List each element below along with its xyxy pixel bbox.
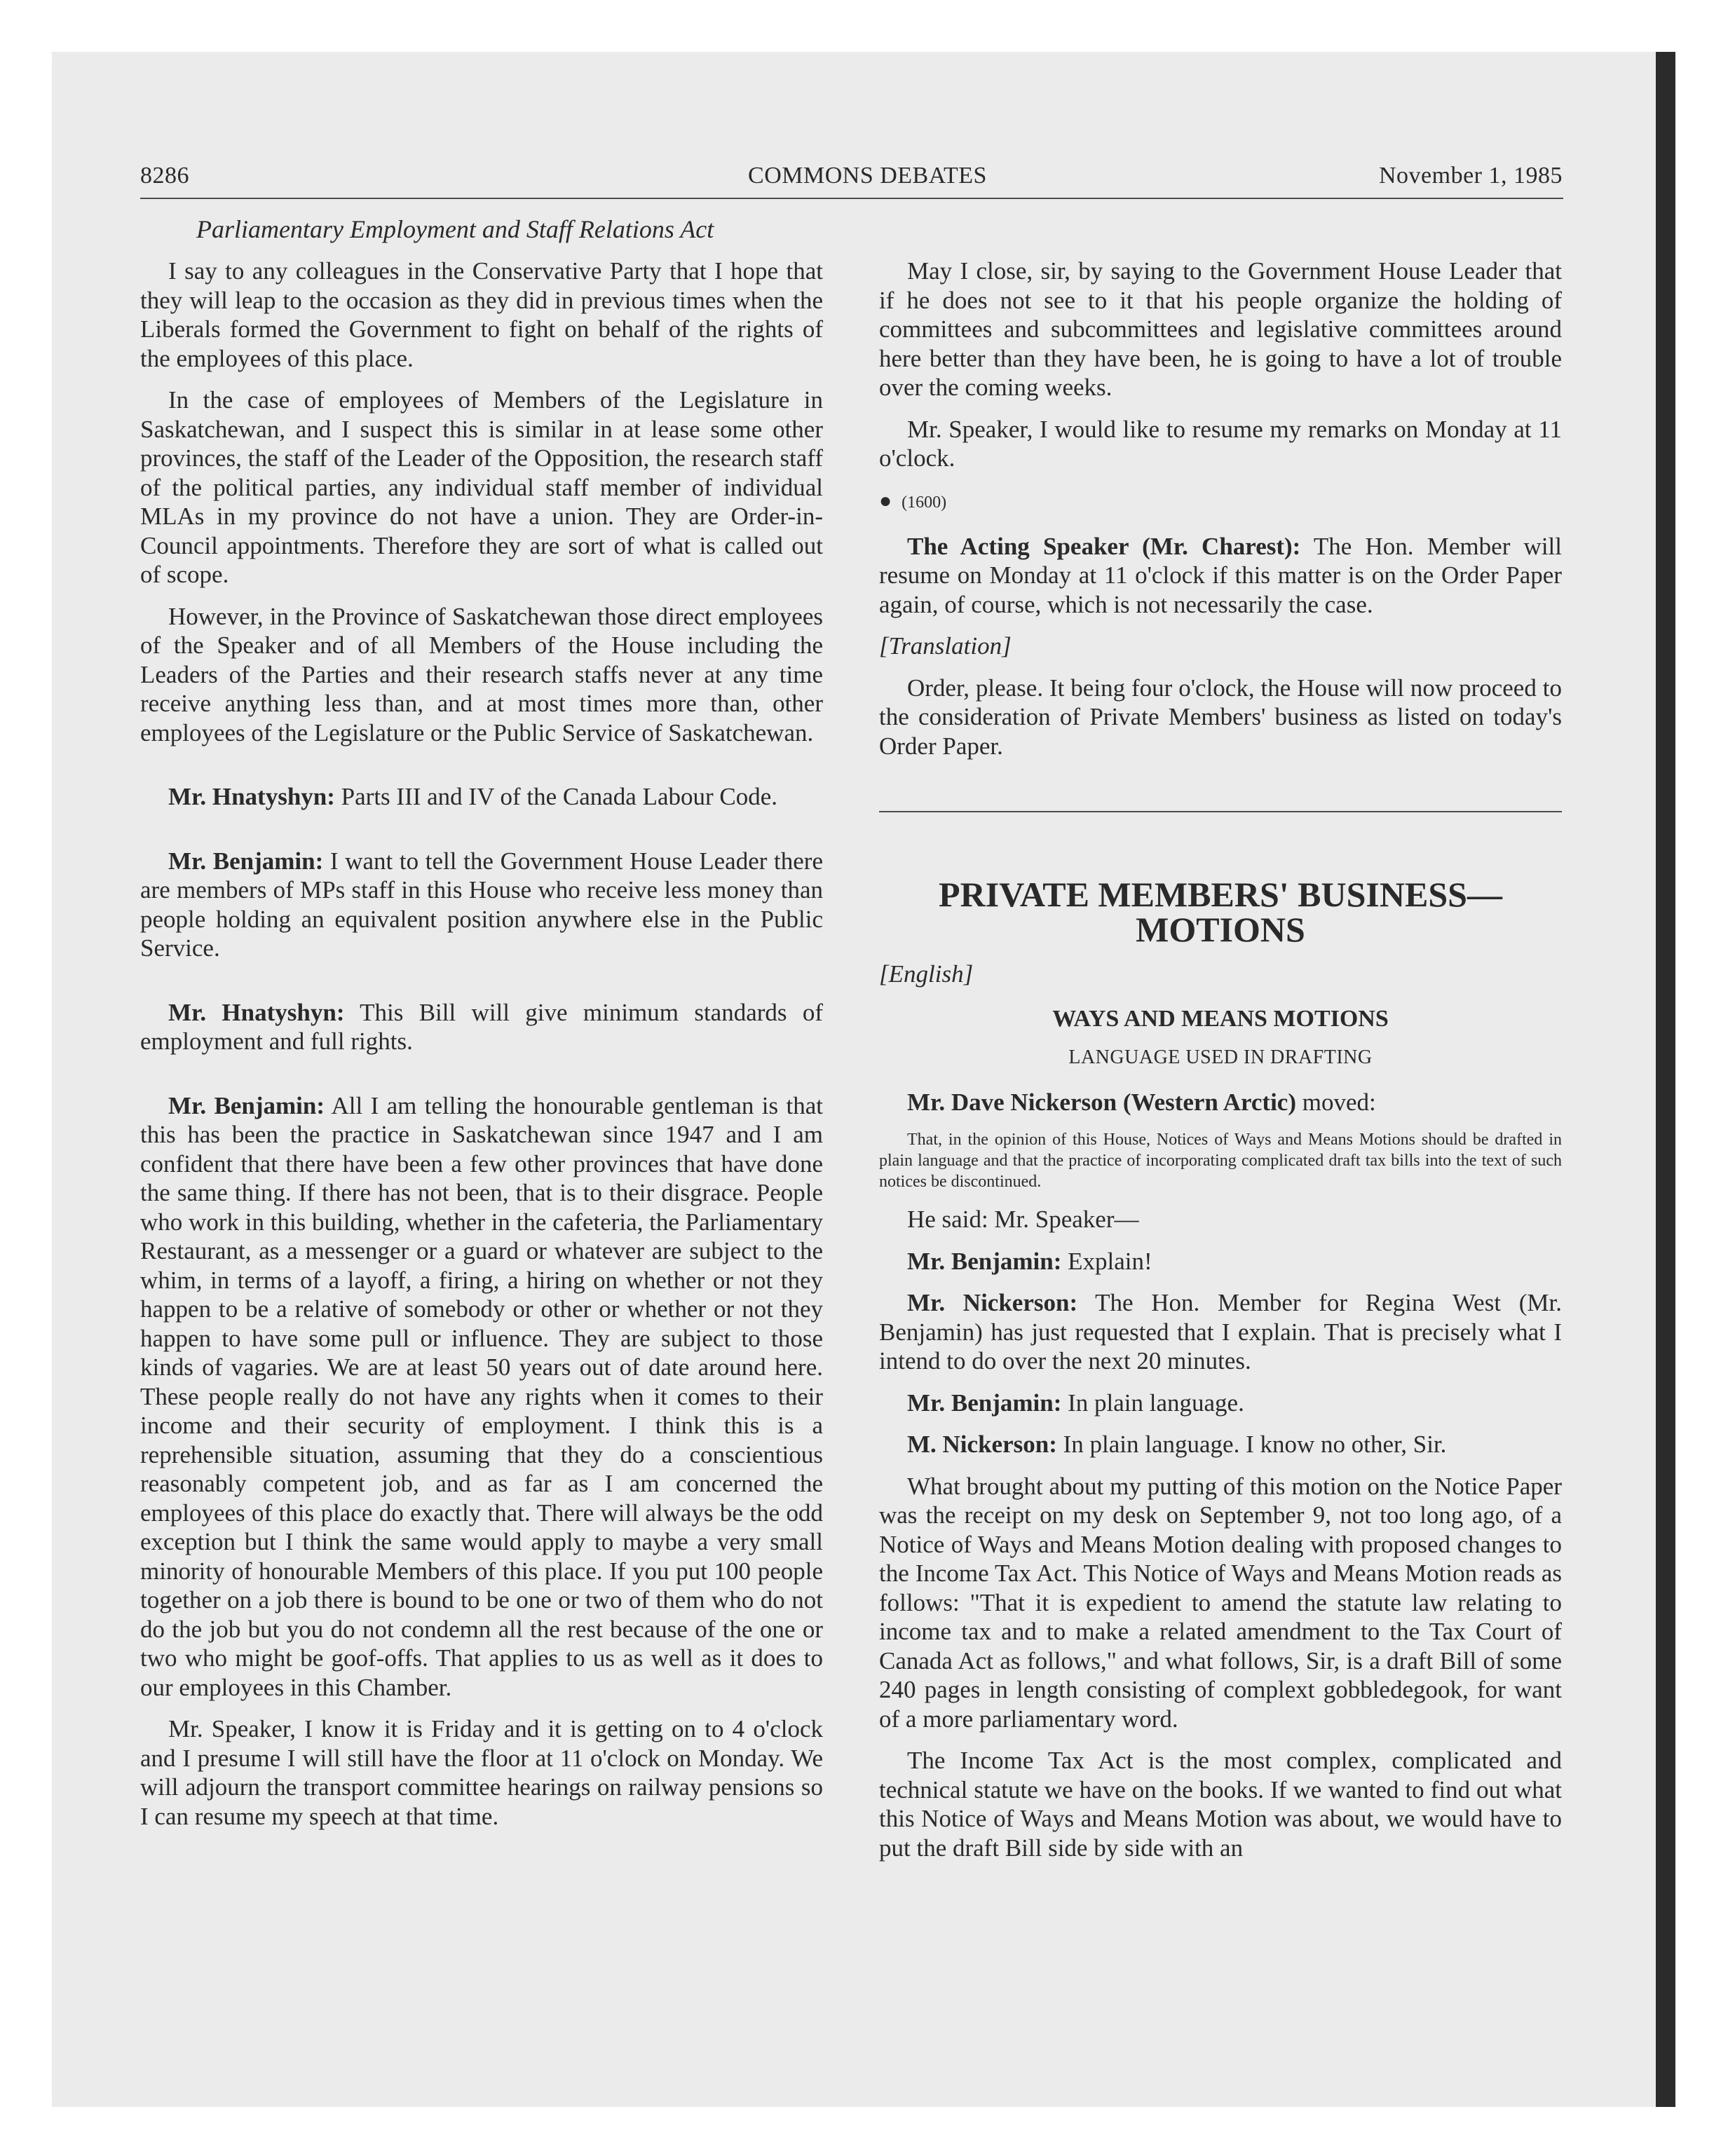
speech-hnatyshyn <box>140 782 823 812</box>
speech-text: All I am telling the honourable gentleman is that this has been the practice in Saskatchewan since 1947 and I am confident that there have been a few other provinces that have done the same thing. If there has not been, that is to their disgrace. People who work in this building, whether in the cafeteria, the Parliamentary Restaurant, as a messenger or a guard or whatever are subject to the whim, in terms of a layoff, a firing, a hiring on whether or not they happen to be a relative of somebody or other or whether or not they happen to have some pull or influence. They are subject to those kinds of vagaries. We are at least 50 years out of date around here. These people really do not have any rights when it comes to their income and their security of employment. I think this is a reprehensible situation, assuming that they do a conscientious reasonably competent job, and as far as I am concerned the employees of this place do exactly that. There will always be the odd exception but I think the same would apply to maybe a very small minority of honourable Members of this place. If you put 100 people together on a job there is bound to be one or two of them who do not do the job but you do not condemn all the rest because of the one or two who might be goof-offs. That applies to us as well as it does to our employees in this Chamber. <box>140 1091 824 1701</box>
binding-edge <box>1656 52 1675 2107</box>
speech-text: The Hon. Member for Regina West (Mr. Benjamin) has just requested that I explain. That is precisely what I intend to do over the next 20 minutes. <box>879 1289 1562 1374</box>
section-rule <box>879 811 1562 812</box>
paragraph: Mr. Speaker, I would like to resume my remarks on Monday at 11 o'clock. <box>879 415 1562 472</box>
speech-nickerson <box>879 1288 1562 1376</box>
speaker-name: The Acting Speaker (Mr. Charest): <box>907 532 1301 560</box>
paragraph: In the case of employees of Members of the Legislature in Saskatchewan, and I suspect this is similar in at lease some other provinces, the staff of the Leader of the Opposition, the research staff of the political parties, any individual staff member of individual MLAs in my province do not have a union. They are Order-in-Council appointments. Therefore they are sort of what is called out of scope. <box>140 386 823 588</box>
subsection-heading: WAYS AND MEANS MOTIONS <box>1052 1005 1389 1032</box>
speech-benjamin <box>879 1247 1562 1276</box>
speech-acting-speaker <box>879 532 1562 620</box>
act-title: Parliamentary Employment and Staff Relations Act <box>196 215 714 243</box>
motion-text: That, in the opinion of this House, Notices of Ways and Means Motions should be drafted in plain language and that the practice of incorporating complicated draft tax bills into the text of such notices be discontinued. <box>879 1131 1562 1191</box>
speech-text: This Bill will give minimum standards of employment and full rights. <box>140 998 823 1055</box>
page-number: 8286 <box>140 163 189 189</box>
speaker-name: Mr. Benjamin: <box>907 1247 1062 1275</box>
paragraph: Order, please. It being four o'clock, the House will now proceed to the consideration of Private Members' business as listed on today's Order Paper. <box>879 674 1562 760</box>
speaker-name: Mr. Dave Nickerson (Western Arctic) <box>907 1088 1296 1116</box>
section-heading-line: PRIVATE MEMBERS' BUSINESS— <box>939 875 1502 914</box>
english-label: [English] <box>879 960 974 988</box>
page-date: November 1, 1985 <box>1378 163 1563 189</box>
section-heading-line: MOTIONS <box>1136 910 1305 949</box>
topic-heading: LANGUAGE USED IN DRAFTING <box>1068 1046 1373 1068</box>
speaker-name: Mr. Hnatyshyn: <box>168 783 335 810</box>
time-marker-text: (1600) <box>901 493 947 512</box>
paragraph: Mr. Speaker, I know it is Friday and it is getting on to 4 o'clock and I presume I will still have the floor at 11 o'clock on Monday. We will adjourn the transport committee hearings on railway pensions so I can resume my speech at that time. <box>140 1715 823 1830</box>
speaker-name: Mr. Benjamin: <box>168 1091 325 1119</box>
paragraph: May I close, sir, by saying to the Government House Leader that if he does not see to it that his people organize the holding of committees and subcommittees and legislative committees around here better than they have been, he is going to have a lot of trouble over the coming weeks. <box>879 257 1562 401</box>
header-rule <box>140 198 1563 199</box>
speech-text: Parts III and IV of the Canada Labour Code. <box>334 783 778 810</box>
speaker-name: Mr. Benjamin: <box>168 847 324 875</box>
speech-benjamin <box>140 1091 823 1703</box>
speech-nickerson <box>879 1430 1562 1459</box>
paragraph: What brought about my putting of this motion on the Notice Paper was the receipt on my desk on September 9, not too long ago, of a Notice of Ways and Means Motion dealing with proposed changes to the Income Tax Act. This Notice of Ways and Means Motion reads as follows: "That it is expedient to amend the statute law relating to income tax and to make a related amendment to the Tax Court of Canada Act as follows," and what follows, Sir, is a draft Bill of some 240 pages in length consisting of complext gobbledegook, for want of a more parliamentary word. <box>879 1472 1562 1733</box>
paragraph: The Income Tax Act is the most complex, complicated and technical statute we have on the books. If we wanted to find out what this Notice of Ways and Means Motion was about, we would have to put the draft Bill side by side with an <box>879 1747 1562 1862</box>
speech-text: In plain language. <box>1061 1389 1244 1417</box>
section-heading <box>879 877 1562 947</box>
speech-text: I want to tell the Government House Leader there are members of MPs staff in this House who receive less money than people holding an equivalent position anywhere else in the Public Service. <box>140 847 823 962</box>
left-column <box>140 257 823 1843</box>
speech-text: The Hon. Member will resume on Monday at 11 o'clock if this matter is on the Order Paper again, of course, which is not necessarily the case. <box>879 532 1563 618</box>
speaker-name: M. Nickerson: <box>907 1431 1057 1458</box>
speech-benjamin <box>879 1389 1562 1418</box>
translation-label: [Translation] <box>879 632 1012 660</box>
bullet-icon: ● <box>879 489 892 512</box>
paragraph: He said: Mr. Speaker— <box>907 1206 1139 1233</box>
speech-benjamin <box>140 847 823 963</box>
speaker-name: Mr. Benjamin: <box>907 1389 1062 1417</box>
time-marker <box>879 487 1562 517</box>
running-title: COMMONS DEBATES <box>748 163 987 189</box>
paragraph: However, in the Province of Saskatchewan those direct employees of the Speaker and of all Members of the House including the Leaders of the Parties and their research staffs never at any time receive anything less than, and at most times more than, other employees of the Legislature or the Public Service of Saskatchewan. <box>140 602 823 746</box>
motion-mover <box>879 1088 1562 1117</box>
speech-hnatyshyn <box>140 998 823 1056</box>
speaker-name: Mr. Hnatyshyn: <box>168 998 345 1026</box>
paragraph: I say to any colleagues in the Conservative Party that I hope that they will leap to the occasion as they did in previous times when the Liberals formed the Government to fight on behalf of the rights of the employees of this place. <box>140 257 823 372</box>
speaker-name: Mr. Nickerson: <box>907 1289 1078 1316</box>
speech-text: moved: <box>1296 1088 1376 1116</box>
speech-text: In plain language. I know no other, Sir. <box>1056 1431 1447 1458</box>
right-column <box>879 257 1562 1875</box>
speech-text: Explain! <box>1061 1247 1152 1275</box>
